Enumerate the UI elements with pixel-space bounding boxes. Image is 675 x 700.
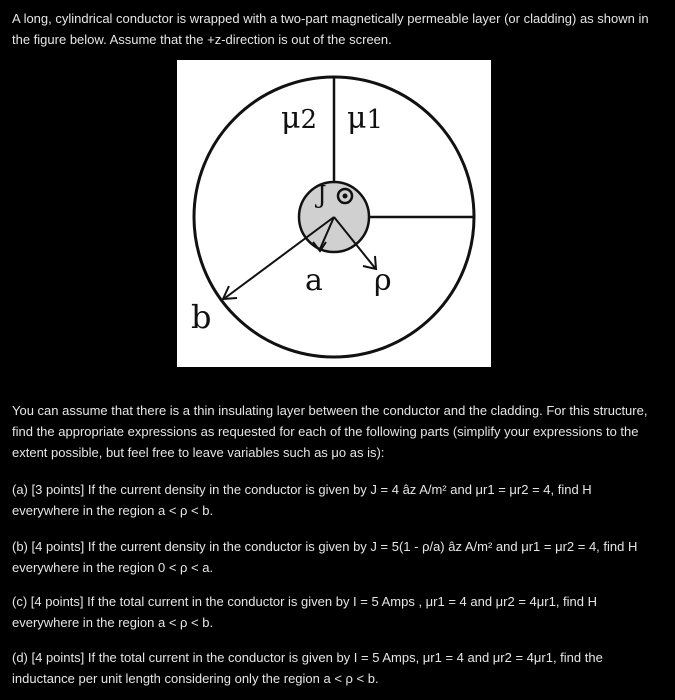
part-d-question: (d) [4 points] If the total current in the conductor is given by I = 5 Amps, μr1 = 4 and μr2 = 4μr1, find the inductance per unit length considering only the region a < ρ < b. — [12, 650, 603, 686]
part-b-question: (b) [4 points] If the current density in the conductor is given by J = 5(1 - ρ/a) âz A/m² and μr1 = μr2 = 4, find H everywhere in the region 0 < ρ < a. — [12, 539, 638, 575]
label-mu2: μ2 — [281, 101, 318, 136]
part-c-question: (c) [4 points] If the total current in the conductor is given by I = 5 Amps , μr1 = 4 and μr2 = 4μr1, find H everywhere in the region a < ρ < b. — [12, 594, 598, 630]
conductor-figure — [177, 60, 491, 367]
part-a-question: (a) [3 points] If the current density in the conductor is given by J = 4 âz A/m² and μr1 = μr2 = 4, find H everywhere in the region a < ρ < b. — [12, 482, 592, 518]
assumption-paragraph: You can assume that there is a thin insulating layer between the conductor and the cladding. For this structure, find the appropriate expressions as requested for each of the following parts (simplify your expressions to the extent possible, but feel free to leave variables such as μo as is): — [12, 403, 648, 460]
label-rho: ρ — [374, 263, 392, 298]
intro-paragraph: A long, cylindrical conductor is wrapped with a two-part magnetically permeable layer (or cladding) as shown in the figure below. Assume that the +z-direction is out of the screen. — [12, 11, 649, 47]
conductor-diagram — [177, 60, 491, 367]
label-b: b — [191, 298, 212, 336]
label-j: J — [317, 181, 327, 209]
label-mu1: μ1 — [347, 101, 384, 136]
out-of-page-dot — [343, 194, 348, 199]
label-a: a — [305, 263, 323, 298]
